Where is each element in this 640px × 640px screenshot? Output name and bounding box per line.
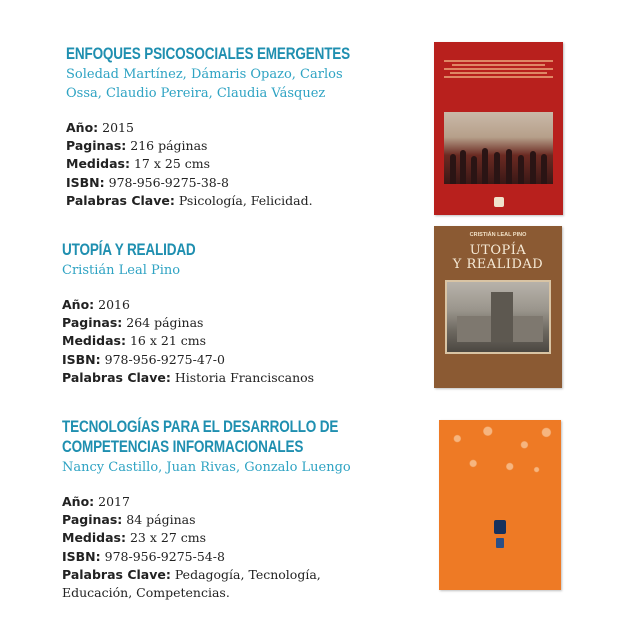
- book-cover-image: [434, 42, 563, 215]
- book-entry-1: [66, 44, 406, 210]
- meta-size: Medidas: 16 x 21 cms: [62, 333, 207, 349]
- book-title: TECNOLOGÍAS PARA EL DESARROLLO DE COMPETENCIAS INFORMACIONALES: [62, 418, 339, 456]
- cover-pattern: [439, 420, 561, 482]
- meta-keywords: Palabras Clave: Historia Franciscanos: [62, 369, 315, 385]
- book-title: UTOPÍA Y REALIDAD: [62, 241, 196, 259]
- meta-isbn: ISBN: 978-956-9275-54-8: [62, 548, 225, 564]
- meta-year: Año: 2017: [62, 494, 130, 509]
- book-cover-image: [434, 226, 562, 388]
- meta-keywords: Palabras Clave: Pedagogía, Tecnología,: [62, 566, 321, 582]
- book-cover-image: [439, 420, 561, 590]
- meta-isbn: ISBN: 978-956-9275-47-0: [62, 351, 225, 367]
- cover-photo: [444, 112, 553, 184]
- meta-pages: Paginas: 264 páginas: [62, 315, 204, 331]
- university-seal-icon: [494, 520, 506, 534]
- meta-pages: Paginas: 84 páginas: [62, 512, 196, 528]
- book-entry-3: [62, 417, 422, 602]
- cover-title: UTOPÍA Y REALIDAD: [452, 243, 544, 272]
- meta-keywords: Palabras Clave: Psicología, Felicidad.: [66, 192, 313, 208]
- book-meta: [66, 119, 406, 210]
- book-meta: [62, 296, 402, 387]
- book-authors: Soledad Martínez, Dámaris Opazo, Carlos Ossa, Claudio Pereira, Claudia Vásquez: [66, 67, 343, 101]
- publisher-logo-icon: [494, 197, 504, 207]
- book-authors: Cristián Leal Pino: [62, 263, 181, 278]
- meta-year: Año: 2016: [62, 297, 130, 312]
- meta-isbn: ISBN: 978-956-9275-38-8: [66, 174, 229, 190]
- meta-keywords-cont: Educación, Competencias.: [62, 585, 230, 601]
- cover-author: CRISTIÁN LEAL PINO: [469, 232, 527, 238]
- meta-pages: Paginas: 216 páginas: [66, 138, 208, 154]
- publisher-logo-icon: [496, 538, 504, 548]
- book-authors: Nancy Castillo, Juan Rivas, Gonzalo Luengo: [62, 460, 351, 475]
- meta-size: Medidas: 17 x 25 cms: [66, 156, 211, 172]
- book-meta: [62, 493, 422, 602]
- cover-photo: [445, 280, 551, 354]
- meta-size: Medidas: 23 x 27 cms: [62, 530, 207, 546]
- book-title: ENFOQUES PSICOSOCIALES EMERGENTES: [66, 45, 351, 63]
- meta-year: Año: 2015: [66, 120, 134, 135]
- book-entry-2: [62, 240, 402, 387]
